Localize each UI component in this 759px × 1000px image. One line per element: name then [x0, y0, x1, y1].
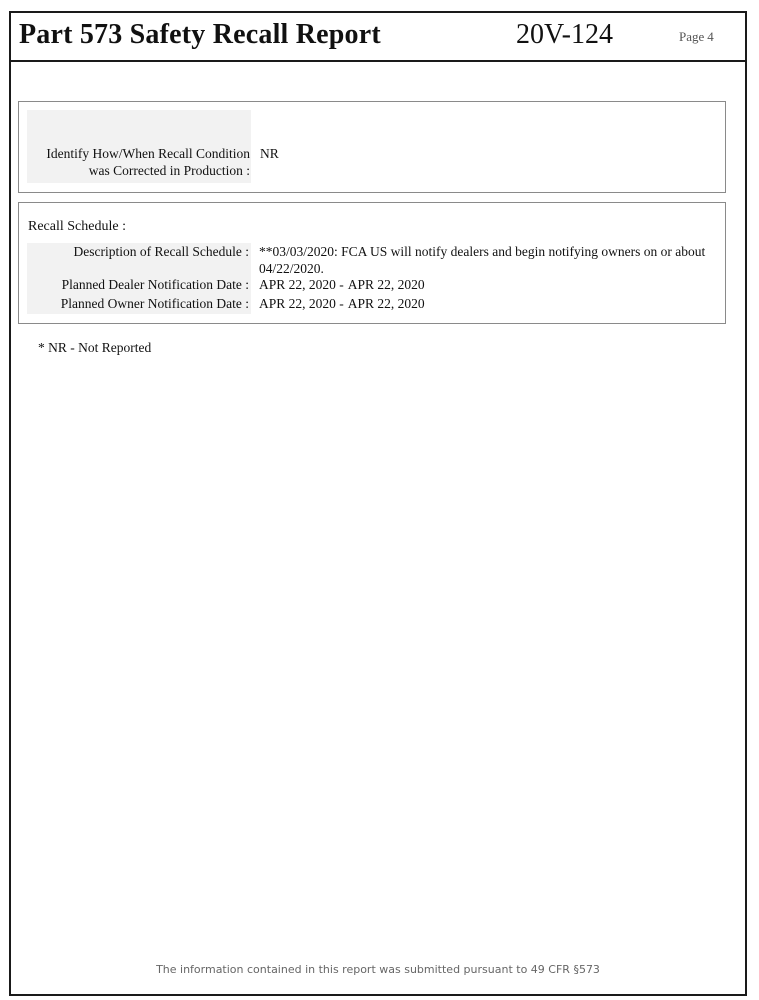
section-title: Recall Schedule :	[28, 219, 126, 234]
report-title: Part 573 Safety Recall Report	[19, 19, 381, 50]
correction-label-line1: Identify How/When Recall Condition	[46, 146, 250, 161]
recall-schedule-section	[18, 202, 726, 324]
correction-label	[27, 110, 251, 183]
recall-id: 20V-124	[516, 19, 613, 50]
dealer-notification-to: APR 22, 2020	[347, 277, 425, 292]
schedule-description-value: **03/03/2020: FCA US will notify dealers and begin notifying owners on or about 04/22/2020.	[259, 244, 706, 276]
page-footer: The information contained in this report was submitted pursuant to 49 CFR §573	[156, 963, 600, 976]
dealer-notification-from: APR 22, 2020 -	[259, 277, 344, 292]
schedule-description-label: Description of Recall Schedule :	[73, 244, 249, 259]
page-frame	[9, 11, 747, 996]
dealer-notification-dates	[259, 276, 709, 293]
page-indicator	[679, 29, 714, 45]
owner-notification-from: APR 22, 2020 -	[259, 296, 344, 311]
correction-label-line2: was Corrected in Production :	[88, 163, 250, 178]
production-correction-section	[18, 101, 726, 193]
page-label: Page	[679, 29, 705, 44]
owner-notification-to: APR 22, 2020	[347, 296, 425, 311]
dealer-notification-label: Planned Dealer Notification Date :	[61, 277, 249, 292]
footnote: * NR - Not Reported	[38, 340, 152, 355]
owner-notification-label: Planned Owner Notification Date :	[60, 296, 249, 311]
report-header	[11, 13, 745, 62]
correction-value: NR	[260, 146, 279, 161]
page-number: 4	[707, 29, 714, 44]
owner-notification-dates	[259, 295, 709, 312]
